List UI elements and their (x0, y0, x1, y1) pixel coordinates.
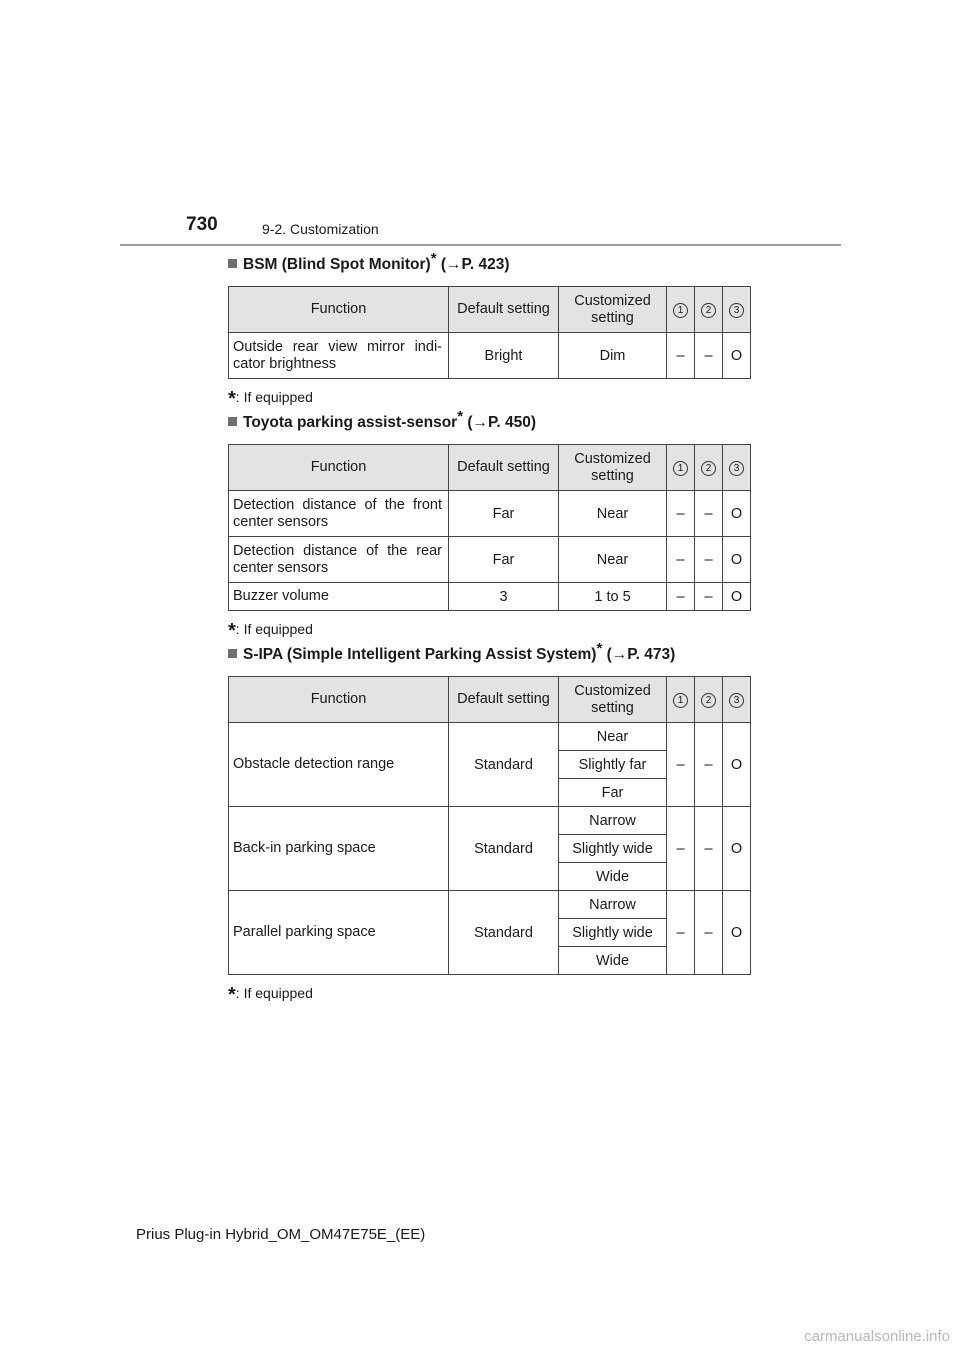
col-3-cell: O (723, 723, 751, 807)
function-cell: Detection distance of the front center sensors (229, 491, 449, 537)
col-3-cell: O (723, 807, 751, 891)
circled-2-icon: 2 (701, 693, 716, 708)
custom-cell: Near (559, 491, 667, 537)
header-col-2 (695, 445, 723, 491)
header-col-2 (695, 287, 723, 333)
function-cell: Back-in parking space (229, 807, 449, 891)
header-col-2 (695, 677, 723, 723)
circled-1-icon: 1 (673, 693, 688, 708)
sipa-section (228, 639, 750, 1006)
col-3-cell: O (723, 583, 751, 611)
bsm-table (228, 286, 751, 379)
function-cell: Buzzer volume (229, 583, 449, 611)
col-1-cell: – (667, 807, 695, 891)
option-cell: Slightly far (559, 751, 667, 779)
table-row (229, 583, 751, 611)
col-1-cell: – (667, 891, 695, 975)
col-2-cell: – (695, 491, 723, 537)
header-default: Default setting (449, 677, 559, 723)
footnote: *: If equipped (228, 620, 313, 642)
manual-id-footer: Prius Plug-in Hybrid_OM_OM47E75E_(EE) (136, 1226, 426, 1243)
header-function: Function (229, 445, 449, 491)
function-cell: Parallel parking space (229, 891, 449, 975)
table-row (229, 807, 751, 835)
table-row (229, 491, 751, 537)
custom-cell: Near (559, 537, 667, 583)
header-default: Default setting (449, 445, 559, 491)
option-cell: Narrow (559, 891, 667, 919)
table-row (229, 891, 751, 919)
header-col-1 (667, 287, 695, 333)
default-cell: Standard (449, 891, 559, 975)
bsm-section (228, 249, 750, 410)
header-col-3 (723, 287, 751, 333)
page-number: 730 (186, 214, 218, 235)
circled-1-icon: 1 (673, 461, 688, 476)
tpas-table (228, 444, 751, 611)
header-col-3 (723, 445, 751, 491)
option-cell: Wide (559, 947, 667, 975)
col-3-cell: O (723, 537, 751, 583)
table-row (229, 537, 751, 583)
table-row (229, 333, 751, 379)
option-cell: Wide (559, 863, 667, 891)
option-cell: Far (559, 779, 667, 807)
default-cell: Far (449, 491, 559, 537)
circled-3-icon: 3 (729, 693, 744, 708)
function-cell: Outside rear view mirror indi-cator brightness (229, 333, 449, 379)
square-bullet-icon (228, 259, 237, 268)
function-cell: Obstacle detection range (229, 723, 449, 807)
header-rule (120, 244, 841, 246)
custom-cell: Dim (559, 333, 667, 379)
square-bullet-icon (228, 417, 237, 426)
section-label: 9-2. Customization (262, 221, 379, 237)
header-default: Default setting (449, 287, 559, 333)
header-customized: Customized setting (559, 677, 667, 723)
col-1-cell: – (667, 491, 695, 537)
tpas-heading: Toyota parking assist-sensor* (→P. 450) (228, 413, 750, 433)
col-2-cell: – (695, 583, 723, 611)
option-cell: Narrow (559, 807, 667, 835)
default-cell: Bright (449, 333, 559, 379)
col-3-cell: O (723, 891, 751, 975)
header-col-1 (667, 677, 695, 723)
default-cell: Far (449, 537, 559, 583)
custom-cell: 1 to 5 (559, 583, 667, 611)
col-1-cell: – (667, 723, 695, 807)
square-bullet-icon (228, 649, 237, 658)
col-3-cell: O (723, 491, 751, 537)
circled-3-icon: 3 (729, 303, 744, 318)
circled-2-icon: 2 (701, 303, 716, 318)
option-cell: Near (559, 723, 667, 751)
sipa-table (228, 676, 751, 975)
circled-2-icon: 2 (701, 461, 716, 476)
option-cell: Slightly wide (559, 919, 667, 947)
sipa-heading: S-IPA (Simple Intelligent Parking Assist System)* (→P. 473) (228, 645, 750, 665)
bsm-heading: BSM (Blind Spot Monitor)* (→P. 423) (228, 255, 750, 275)
default-cell: Standard (449, 723, 559, 807)
table-header-row (229, 677, 751, 723)
default-cell: Standard (449, 807, 559, 891)
table-row (229, 723, 751, 751)
watermark-link[interactable]: carmanualsonline.info (804, 1328, 950, 1345)
header-function: Function (229, 287, 449, 333)
default-cell: 3 (449, 583, 559, 611)
header-customized: Customized setting (559, 445, 667, 491)
function-cell: Detection distance of the rear center sensors (229, 537, 449, 583)
col-2-cell: – (695, 723, 723, 807)
tpas-section (228, 407, 750, 642)
header-col-1 (667, 445, 695, 491)
col-2-cell: – (695, 537, 723, 583)
col-2-cell: – (695, 333, 723, 379)
table-header-row (229, 445, 751, 491)
col-1-cell: – (667, 583, 695, 611)
header-customized: Customized setting (559, 287, 667, 333)
footnote: *: If equipped (228, 388, 313, 410)
option-cell: Slightly wide (559, 835, 667, 863)
col-2-cell: – (695, 891, 723, 975)
col-3-cell: O (723, 333, 751, 379)
col-1-cell: – (667, 333, 695, 379)
col-1-cell: – (667, 537, 695, 583)
table-header-row (229, 287, 751, 333)
header-function: Function (229, 677, 449, 723)
circled-3-icon: 3 (729, 461, 744, 476)
col-2-cell: – (695, 807, 723, 891)
header-col-3 (723, 677, 751, 723)
footnote: *: If equipped (228, 984, 313, 1006)
circled-1-icon: 1 (673, 303, 688, 318)
